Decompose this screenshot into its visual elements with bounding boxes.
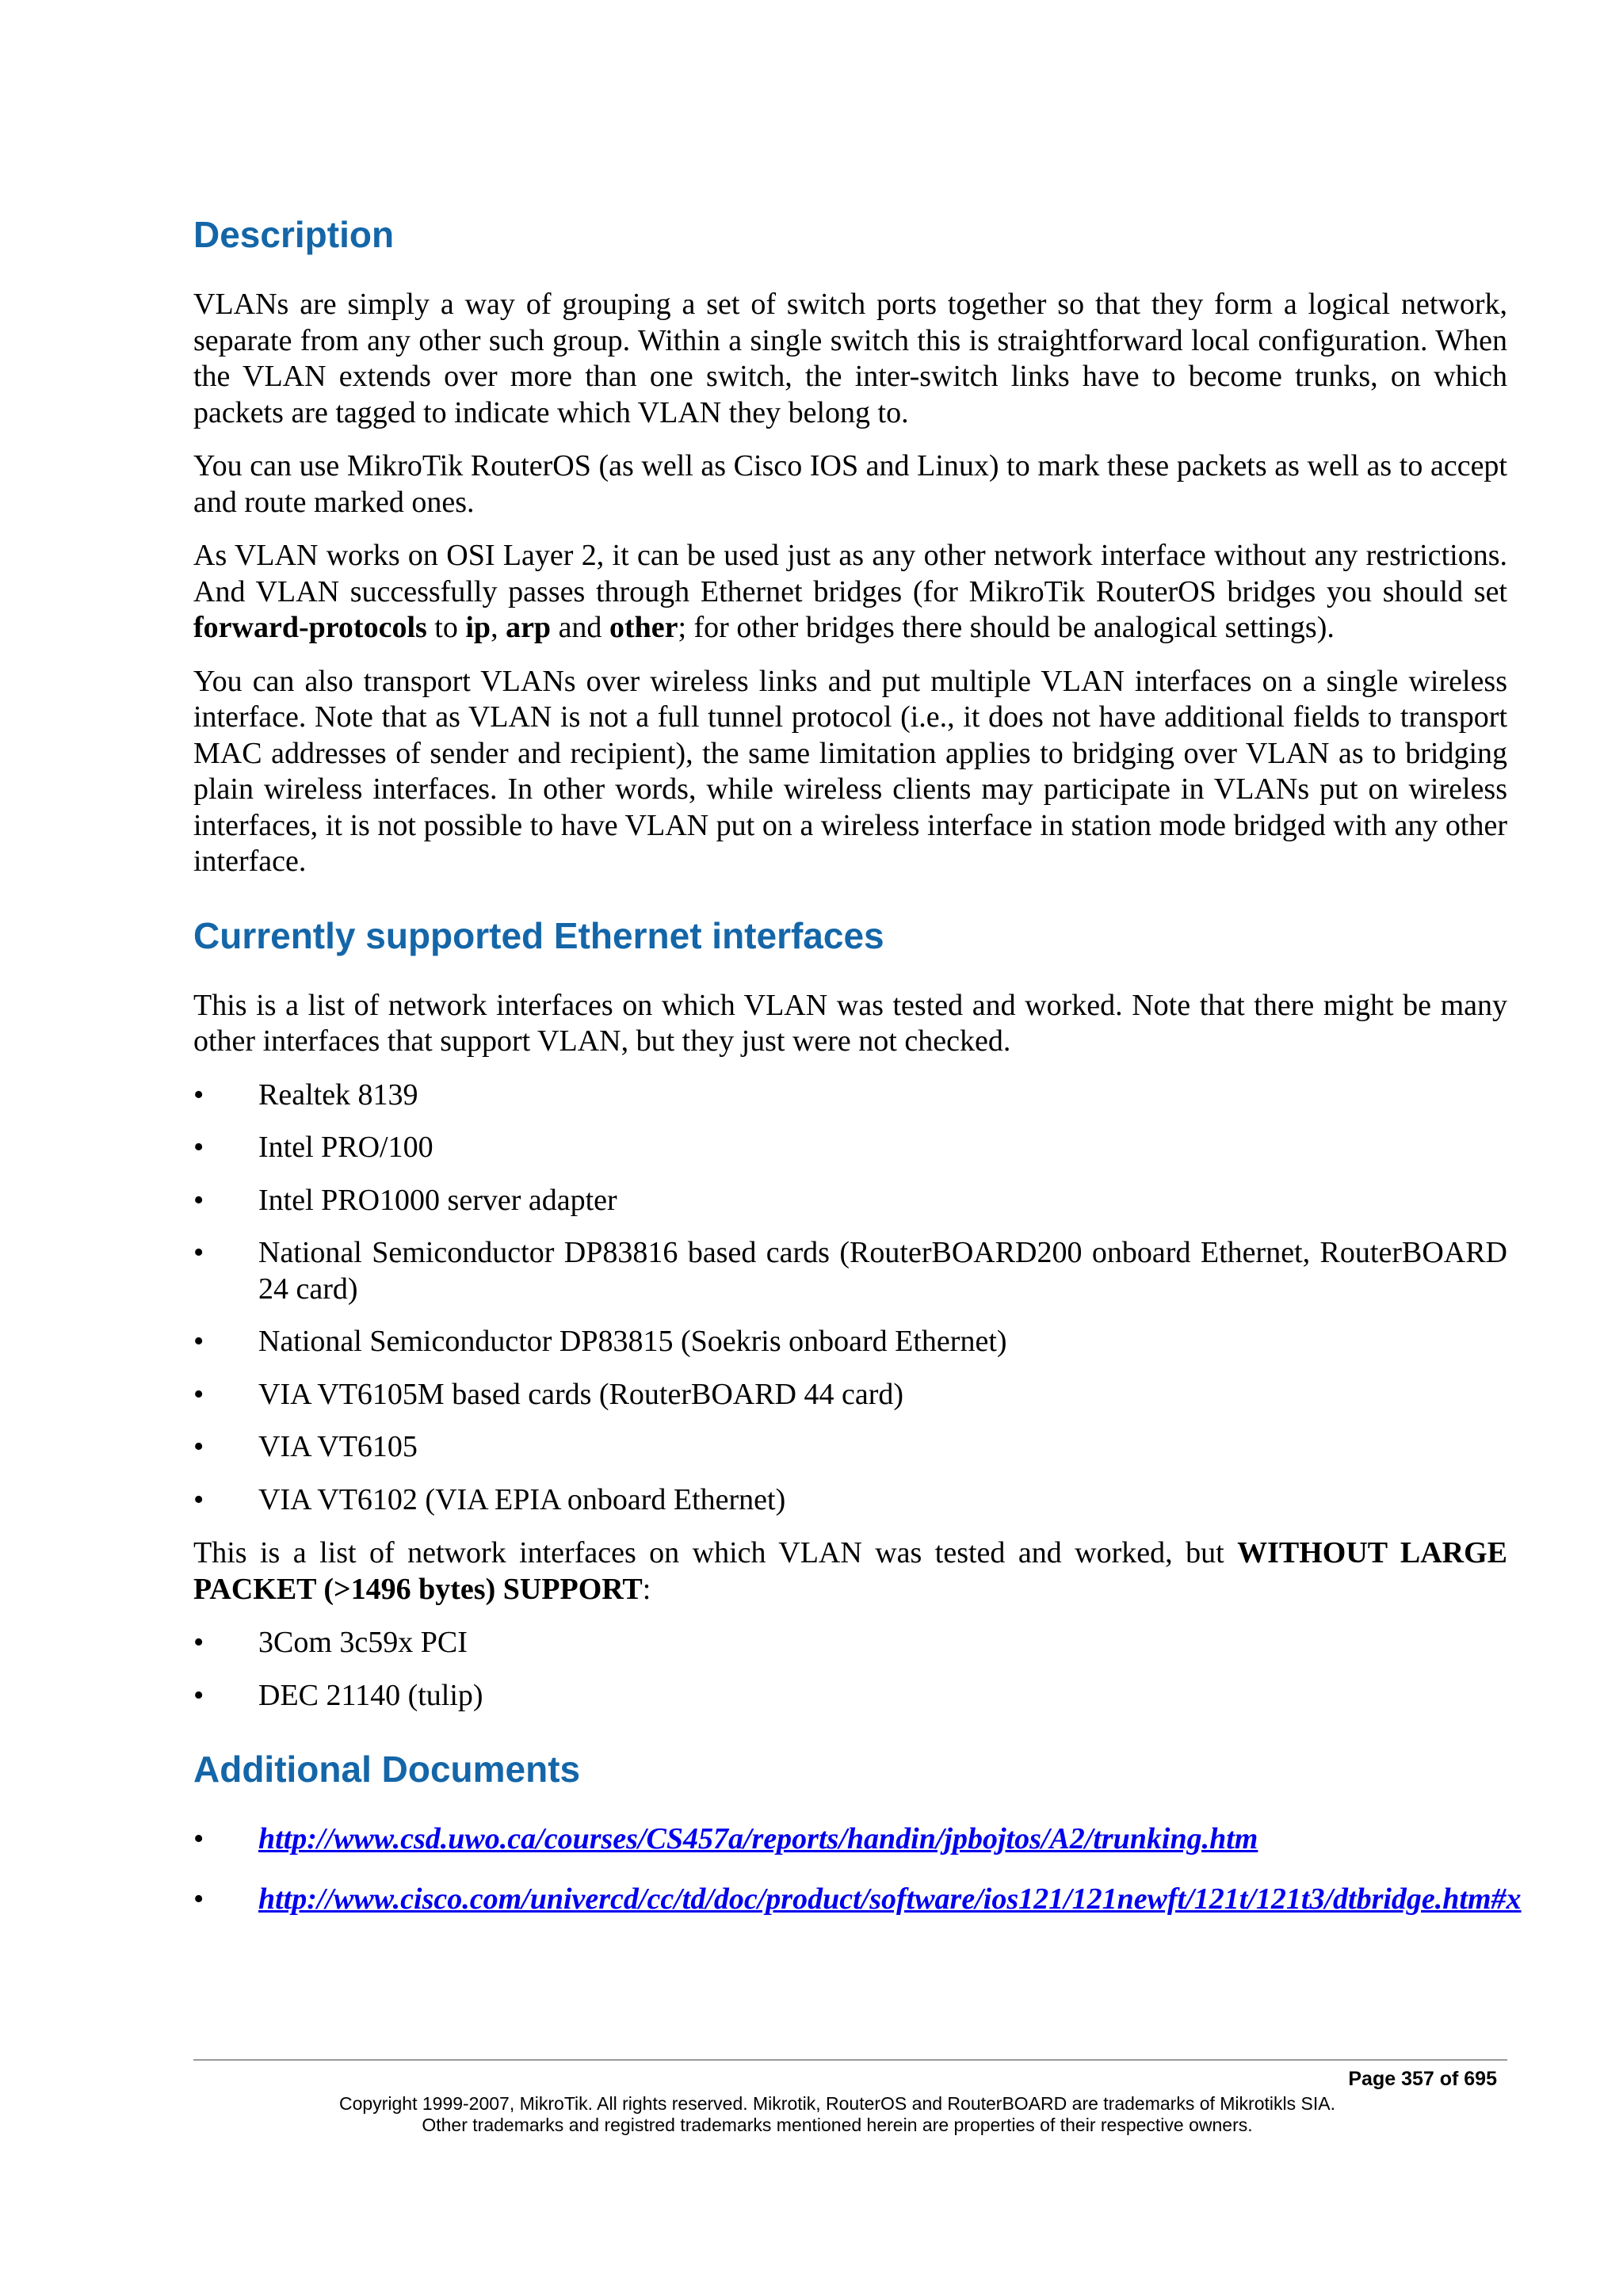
bold-forward-protocols: forward-protocols — [193, 611, 427, 644]
text-span: As VLAN works on OSI Layer 2, it can be used just as any other network interface without any restrictions. And VLAN successfully passes through Ethernet bridges (for MikroTik RouterOS bridges you should set — [193, 539, 1507, 608]
list-item — [193, 1183, 1507, 1219]
list-item — [193, 1377, 1507, 1413]
limited-interfaces-list — [193, 1625, 1507, 1714]
bullet-icon: • — [193, 1430, 204, 1463]
list-item-text: VIA VT6102 (VIA EPIA onboard Ethernet) — [258, 1482, 786, 1516]
list-item — [193, 1882, 1522, 1918]
list-item-text: National Semiconductor DP83815 (Soekris onboard Ethernet) — [258, 1325, 1007, 1358]
bullet-icon: • — [193, 1678, 204, 1712]
description-paragraph-3 — [193, 538, 1507, 646]
text-span: , — [491, 611, 506, 644]
heading-description: Description — [193, 214, 395, 255]
bullet-icon: • — [193, 1325, 204, 1358]
bullet-icon: • — [193, 1822, 204, 1855]
copyright-line-2: Other trademarks and registred trademarks mentioned herein are properties of their respective owners. — [422, 2115, 1253, 2135]
link-csd-trunking[interactable]: http://www.csd.uwo.ca/courses/CS457a/reports/handin/jpbojtos/A2/trunking.htm — [258, 1822, 1258, 1855]
bold-ip: ip — [465, 611, 491, 644]
description-paragraph-4: You can also transport VLANs over wireless links and put multiple VLAN interfaces on a single wireless interface. Note that as VLAN is not a full tunnel protocol (i.e., it does not have additional fields to transport MAC addresses of sender and recipient), the same limitation applies to bridging over VLAN as to bridging plain wireless interfaces. In other words, while wireless clients may participate in VLANs put on wireless interfaces, it is not possible to have VLAN put on a wireless interface in station mode bridged with any other interface. — [193, 664, 1507, 878]
bullet-icon: • — [193, 1077, 204, 1112]
text-span: : — [642, 1572, 651, 1606]
list-item — [193, 1821, 1507, 1858]
list-item-text: VIA VT6105M based cards (RouterBOARD 44 card) — [258, 1377, 904, 1411]
list-item — [193, 1324, 1507, 1360]
list-item-text: National Semiconductor DP83816 based cards (RouterBOARD200 onboard Ethernet, RouterBOARD 24 card) — [258, 1236, 1507, 1306]
bold-arp: arp — [506, 611, 552, 644]
description-paragraph-2: You can use MikroTik RouterOS (as well as Cisco IOS and Linux) to mark these packets as well as to accept and route marked ones. — [193, 449, 1507, 519]
supported-intro: This is a list of network interfaces on which VLAN was tested and worked. Note that there might be many other interfaces that support VLAN, but they just were not checked. — [193, 988, 1507, 1058]
list-item-text: Intel PRO1000 server adapter — [258, 1183, 617, 1217]
bold-no-large-packet: WITHOUT LARGE PACKET (>1496 bytes) SUPPORT — [193, 1536, 1508, 1606]
copyright-line-1: Copyright 1999-2007, MikroTik. All rights reserved. Mikrotik, RouterOS and RouterBOARD are trademarks of Mikrotikls SIA. — [339, 2093, 1335, 2114]
list-item-text: Intel PRO/100 — [258, 1131, 433, 1164]
text-span: and — [551, 611, 609, 644]
bullet-icon: • — [193, 1626, 204, 1659]
supported-intro-2 — [193, 1535, 1507, 1608]
heading-additional-documents: Additional Documents — [193, 1749, 581, 1790]
list-item-text: DEC 21140 (tulip) — [258, 1678, 483, 1712]
bold-other: other — [609, 611, 678, 644]
page-content — [193, 212, 1522, 1941]
list-item — [193, 1625, 1507, 1661]
bullet-icon: • — [193, 1183, 204, 1217]
footer-divider — [193, 2059, 1507, 2061]
list-item — [193, 1077, 1507, 1114]
text-span: This is a list of network interfaces on which VLAN was tested and worked, but — [193, 1536, 1238, 1569]
bullet-icon: • — [193, 1882, 204, 1916]
description-paragraph-1: VLANs are simply a way of grouping a set of switch ports together so that they form a logical network, separate from any other such group. Within a single switch this is straightforward local configuration. When the VLAN extends over more than one switch, the inter-switch links have to become trunks, on which packets are tagged to indicate which VLAN they belong to. — [193, 288, 1507, 429]
page-number: Page 357 of 695 — [1348, 2068, 1497, 2090]
list-item — [193, 1130, 1507, 1166]
list-item — [193, 1482, 1507, 1519]
additional-documents-list — [193, 1821, 1522, 1917]
list-item-text: VIA VT6105 — [258, 1430, 418, 1463]
list-item — [193, 1235, 1507, 1307]
text-span: ; for other bridges there should be analogical settings). — [678, 611, 1335, 644]
bullet-icon: • — [193, 1236, 204, 1269]
copyright-notice — [193, 2093, 1481, 2136]
text-span: to — [426, 611, 466, 644]
list-item-text: Realtek 8139 — [258, 1077, 418, 1112]
list-item — [193, 1678, 1507, 1714]
list-item-text: 3Com 3c59x PCI — [258, 1626, 468, 1659]
bullet-icon: • — [193, 1377, 204, 1411]
heading-supported-interfaces: Currently supported Ethernet interfaces — [193, 914, 884, 956]
supported-interfaces-list — [193, 1077, 1507, 1519]
bullet-icon: • — [193, 1482, 204, 1516]
list-item — [193, 1429, 1507, 1466]
bullet-icon: • — [193, 1131, 204, 1164]
link-cisco-dtbridge[interactable]: http://www.cisco.com/univercd/cc/td/doc/product/software/ios121/121newft/121t/121t3/dtbridge.htm#x — [258, 1882, 1522, 1916]
